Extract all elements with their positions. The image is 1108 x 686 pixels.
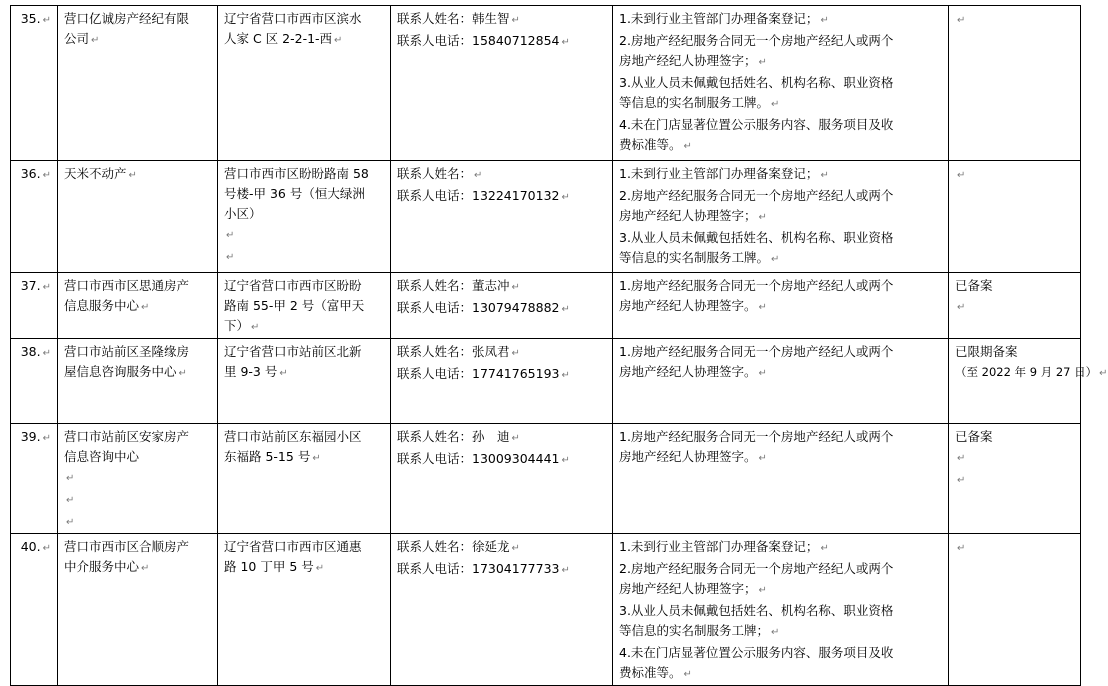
row-number: 40.	[20, 539, 41, 554]
row-number: 36.	[20, 166, 41, 181]
agency-name-line-text: 营口市站前区圣隆缘房	[64, 344, 190, 359]
issue-line	[619, 93, 942, 115]
status-line-text: （至 2022 年 9 月 27 日）	[955, 365, 1098, 379]
paragraph-mark: ↵	[957, 453, 966, 464]
issue-line-text: 等信息的实名制服务工牌。	[619, 250, 770, 265]
paragraph-mark: ↵	[957, 15, 966, 26]
status-line	[955, 469, 1074, 491]
contact-cell	[391, 339, 613, 424]
status-line	[955, 362, 1108, 384]
row-number-cell	[11, 339, 58, 424]
issue-line-text: 1.房地产经纪服务合同无一个房地产经纪人或两个	[619, 278, 894, 293]
agency-name-line	[64, 537, 211, 557]
contact-line	[397, 298, 606, 320]
agency-name-line	[64, 427, 211, 447]
paragraph-mark: ↵	[771, 99, 780, 110]
contact-line-text: 联系人电话：13009304441	[397, 451, 560, 466]
issue-line	[619, 537, 942, 559]
status-line-text: 已限期备案	[955, 344, 1018, 359]
status-line-text: 已备案	[955, 278, 993, 293]
paragraph-mark: ↵	[315, 563, 325, 574]
issue-line-text: 4.未在门店显著位置公示服务内容、服务项目及收	[619, 117, 894, 132]
contact-line	[397, 449, 606, 471]
address-line	[224, 362, 384, 384]
issue-line	[619, 427, 942, 447]
issue-line-text: 3.从业人员未佩戴包括姓名、机构名称、职业资格	[619, 603, 894, 618]
address-line	[224, 276, 384, 296]
table-row	[11, 424, 1081, 534]
paragraph-mark: ↵	[561, 192, 570, 203]
status-line	[955, 276, 1074, 296]
paragraph-mark: ↵	[91, 35, 100, 46]
table-row	[11, 339, 1081, 424]
row-number-cell	[11, 424, 58, 534]
paragraph-mark: ↵	[561, 565, 570, 576]
paragraph-mark: ↵	[42, 15, 51, 26]
status-cell	[949, 339, 1108, 424]
paragraph-mark: ↵	[561, 37, 570, 48]
issue-line	[619, 601, 942, 621]
agency-name-line	[64, 164, 211, 186]
row-number-cell	[11, 6, 58, 161]
address-line	[224, 537, 384, 557]
contact-line-text: 联系人电话：15840712854	[397, 33, 560, 48]
issue-line-text: 1.未到行业主管部门办理备案登记；	[619, 539, 819, 554]
paragraph-mark: ↵	[42, 282, 51, 293]
contact-line-text: 联系人姓名：徐延龙	[397, 539, 510, 554]
paragraph-mark: ↵	[957, 302, 966, 313]
address-line-text: 里 9-3 号	[224, 364, 278, 379]
status-cell	[949, 6, 1081, 161]
paragraph-mark: ↵	[957, 170, 966, 181]
contact-line	[397, 427, 606, 449]
paragraph-mark: ↵	[820, 543, 829, 554]
agency-name-line-text: 信息咨询中心	[64, 449, 140, 464]
issue-line-text: 4.未在门店显著位置公示服务内容、服务项目及收	[619, 645, 894, 660]
status-cell	[949, 161, 1081, 273]
issue-line-text: 房地产经纪人协理签字；	[619, 581, 757, 596]
issue-line	[619, 362, 942, 384]
issue-line	[619, 579, 942, 601]
table-row	[11, 6, 1081, 161]
contact-cell	[391, 161, 613, 273]
paragraph-mark: ↵	[226, 252, 235, 263]
row-number-cell	[11, 273, 58, 339]
address-line	[224, 447, 384, 469]
issue-line	[619, 342, 942, 362]
agency-name-line-text: 营口市西市区合顺房产	[64, 539, 190, 554]
issue-line	[619, 9, 942, 31]
issue-line	[619, 276, 942, 296]
issue-line-text: 房地产经纪人协理签字；	[619, 53, 757, 68]
table-row	[11, 534, 1081, 686]
row-number: 39.	[20, 429, 41, 444]
agency-name-line	[64, 489, 211, 511]
agency-name-line	[64, 9, 211, 29]
paragraph-mark: ↵	[474, 170, 483, 181]
contact-line-text: 联系人电话：17741765193	[397, 366, 560, 381]
paragraph-mark: ↵	[178, 368, 187, 379]
contact-line	[397, 364, 606, 386]
address-line	[224, 9, 384, 29]
issue-line-text: 房地产经纪人协理签字；	[619, 208, 757, 223]
issue-line	[619, 135, 942, 157]
paragraph-mark: ↵	[511, 433, 520, 444]
contact-line-text: 联系人姓名：张凤君	[397, 344, 510, 359]
address-line-text: 营口市西市区盼盼路南 58	[224, 166, 369, 181]
paragraph-mark: ↵	[758, 212, 767, 223]
issue-line-text: 费标准等。	[619, 665, 682, 680]
status-line	[955, 447, 1074, 469]
address-line-text: 东福路 5-15 号	[224, 449, 311, 464]
table-row	[11, 273, 1081, 339]
paragraph-mark: ↵	[758, 368, 767, 379]
contact-line	[397, 276, 606, 298]
contact-line-text: 联系人电话：17304177733	[397, 561, 560, 576]
agency-name-line	[64, 276, 211, 296]
address-cell	[218, 424, 391, 534]
paragraph-mark: ↵	[279, 368, 288, 379]
issue-line	[619, 186, 942, 206]
issue-line	[619, 51, 942, 73]
agency-name-cell	[58, 534, 218, 686]
paragraph-mark: ↵	[820, 170, 829, 181]
paragraph-mark: ↵	[561, 455, 570, 466]
agency-name-line	[64, 342, 211, 362]
contact-line-text: 联系人姓名：孙 迪	[397, 429, 510, 444]
status-line-text: 已备案	[955, 429, 993, 444]
row-number: 37.	[20, 278, 41, 293]
address-line	[224, 204, 384, 224]
address-line-text: 辽宁省营口市西市区通惠	[224, 539, 362, 554]
issue-line-text: 3.从业人员未佩戴包括姓名、机构名称、职业资格	[619, 75, 894, 90]
agency-name-line	[64, 557, 211, 579]
issue-line	[619, 206, 942, 228]
issues-cell	[613, 534, 949, 686]
paragraph-mark: ↵	[42, 433, 51, 444]
address-cell	[218, 161, 391, 273]
issue-line-text: 1.房地产经纪服务合同无一个房地产经纪人或两个	[619, 344, 894, 359]
issue-line-text: 3.从业人员未佩戴包括姓名、机构名称、职业资格	[619, 230, 894, 245]
status-cell	[949, 273, 1081, 339]
paragraph-mark: ↵	[511, 543, 520, 554]
address-line-text: 辽宁省营口市西市区盼盼	[224, 278, 362, 293]
issue-line-text: 1.未到行业主管部门办理备案登记；	[619, 166, 819, 181]
paragraph-mark: ↵	[511, 282, 520, 293]
table-row	[11, 161, 1081, 273]
address-line	[224, 246, 384, 268]
paragraph-mark: ↵	[957, 543, 966, 554]
paragraph-mark: ↵	[42, 543, 51, 554]
paragraph-mark: ↵	[226, 230, 235, 241]
address-line-text: 路 10 丁甲 5 号	[224, 559, 314, 574]
paragraph-mark: ↵	[66, 495, 75, 506]
contact-line-text: 联系人电话：13079478882	[397, 300, 560, 315]
paragraph-mark: ↵	[820, 15, 829, 26]
paragraph-mark: ↵	[561, 304, 570, 315]
paragraph-mark: ↵	[758, 302, 767, 313]
issue-line-text: 2.房地产经纪服务合同无一个房地产经纪人或两个	[619, 33, 894, 48]
agency-name-line-text: 营口亿诚房产经纪有限	[64, 11, 190, 26]
contact-line	[397, 164, 606, 186]
issue-line-text: 费标准等。	[619, 137, 682, 152]
agency-name-line-text: 信息服务中心	[64, 298, 140, 313]
issue-line-text: 房地产经纪人协理签字。	[619, 298, 757, 313]
inspection-table	[10, 5, 1108, 686]
address-line	[224, 164, 384, 184]
issue-line	[619, 621, 942, 643]
agency-name-cell	[58, 161, 218, 273]
agency-name-line-text: 营口市站前区安家房产	[64, 429, 190, 444]
status-cell	[949, 534, 1081, 686]
contact-line-text: 联系人电话：13224170132	[397, 188, 560, 203]
issue-line	[619, 164, 942, 186]
paragraph-mark: ↵	[42, 348, 51, 359]
issue-line-text: 等信息的实名制服务工牌；	[619, 623, 770, 638]
paragraph-mark: ↵	[758, 453, 767, 464]
contact-line-text: 联系人姓名：董志冲	[397, 278, 510, 293]
address-line	[224, 224, 384, 246]
paragraph-mark: ↵	[758, 57, 767, 68]
contact-cell	[391, 534, 613, 686]
contact-line	[397, 559, 606, 581]
issue-line-text: 1.房地产经纪服务合同无一个房地产经纪人或两个	[619, 429, 894, 444]
status-line	[955, 427, 1074, 447]
issue-line-text: 1.未到行业主管部门办理备案登记；	[619, 11, 819, 26]
contact-line	[397, 9, 606, 31]
issue-line	[619, 73, 942, 93]
issues-cell	[613, 161, 949, 273]
agency-name-line	[64, 447, 211, 467]
address-line-text: 营口市站前区东福园小区	[224, 429, 362, 444]
row-number-cell	[11, 534, 58, 686]
agency-name-line-text: 营口市西市区思通房产	[64, 278, 190, 293]
address-cell	[218, 273, 391, 339]
issue-line	[619, 296, 942, 318]
paragraph-mark: ↵	[251, 322, 260, 333]
issue-line	[619, 663, 942, 685]
address-line	[224, 29, 384, 51]
issue-line	[619, 115, 942, 135]
agency-name-cell	[58, 339, 218, 424]
paragraph-mark: ↵	[128, 170, 137, 181]
paragraph-mark: ↵	[334, 35, 343, 46]
paragraph-mark: ↵	[561, 370, 570, 381]
issues-cell	[613, 339, 949, 424]
paragraph-mark: ↵	[771, 254, 780, 265]
address-line-text: 下）	[224, 318, 250, 333]
paragraph-mark: ↵	[42, 170, 51, 181]
issue-line-text: 2.房地产经纪服务合同无一个房地产经纪人或两个	[619, 188, 894, 203]
contact-line-text: 联系人姓名：韩生智	[397, 11, 510, 26]
contact-line-text: 联系人姓名：	[397, 166, 473, 181]
issue-line	[619, 643, 942, 663]
issue-line	[619, 248, 942, 270]
address-line-text: 人家 C 区 2-2-1-西	[224, 31, 333, 46]
address-cell	[218, 6, 391, 161]
agency-name-line	[64, 511, 211, 533]
agency-name-cell	[58, 6, 218, 161]
status-line	[955, 537, 1074, 559]
paragraph-mark: ↵	[66, 473, 75, 484]
issues-cell	[613, 6, 949, 161]
paragraph-mark: ↵	[511, 348, 520, 359]
contact-line	[397, 537, 606, 559]
address-line	[224, 427, 384, 447]
issue-line-text: 2.房地产经纪服务合同无一个房地产经纪人或两个	[619, 561, 894, 576]
paragraph-mark: ↵	[683, 141, 692, 152]
status-cell	[949, 424, 1081, 534]
status-line	[955, 296, 1074, 318]
address-line-text: 号楼-甲 36 号（恒大绿洲	[224, 186, 365, 201]
contact-cell	[391, 6, 613, 161]
address-line-text: 辽宁省营口市站前区北新	[224, 344, 362, 359]
issue-line-text: 房地产经纪人协理签字。	[619, 449, 757, 464]
contact-cell	[391, 424, 613, 534]
address-cell	[218, 534, 391, 686]
paragraph-mark: ↵	[758, 585, 767, 596]
address-cell	[218, 339, 391, 424]
status-line	[955, 9, 1074, 31]
contact-line	[397, 342, 606, 364]
agency-name-line-text: 屋信息咨询服务中心	[64, 364, 177, 379]
issues-cell	[613, 273, 949, 339]
address-line	[224, 557, 384, 579]
address-line	[224, 184, 384, 204]
address-line	[224, 296, 384, 316]
row-number: 35.	[20, 11, 41, 26]
contact-line	[397, 31, 606, 53]
paragraph-mark: ↵	[141, 563, 150, 574]
agency-name-line	[64, 467, 211, 489]
status-line	[955, 342, 1074, 362]
contact-cell	[391, 273, 613, 339]
paragraph-mark: ↵	[312, 453, 321, 464]
address-line	[224, 342, 384, 362]
paragraph-mark: ↵	[66, 517, 75, 528]
agency-name-line	[64, 362, 211, 384]
paragraph-mark: ↵	[683, 669, 692, 680]
paragraph-mark: ↵	[957, 475, 966, 486]
contact-line	[397, 186, 606, 208]
address-line	[224, 316, 384, 338]
issue-line	[619, 447, 942, 469]
agency-name-line	[64, 29, 211, 51]
table-body	[11, 6, 1108, 686]
address-line-text: 路南 55-甲 2 号（富甲天	[224, 298, 365, 313]
paragraph-mark: ↵	[511, 15, 520, 26]
issues-cell	[613, 424, 949, 534]
agency-name-line-text: 中介服务中心	[64, 559, 140, 574]
agency-name-line-text: 天米不动产	[64, 166, 127, 181]
issue-line-text: 等信息的实名制服务工牌。	[619, 95, 770, 110]
paragraph-mark: ↵	[141, 302, 150, 313]
paragraph-mark: ↵	[1099, 368, 1108, 379]
issue-line	[619, 559, 942, 579]
row-number: 38.	[20, 344, 41, 359]
row-number-cell	[11, 161, 58, 273]
agency-name-line	[64, 296, 211, 318]
status-line	[955, 164, 1074, 186]
agency-name-cell	[58, 424, 218, 534]
issue-line	[619, 228, 942, 248]
paragraph-mark: ↵	[771, 627, 780, 638]
address-line-text: 小区）	[224, 206, 262, 221]
issue-line-text: 房地产经纪人协理签字。	[619, 364, 757, 379]
agency-name-cell	[58, 273, 218, 339]
issue-line	[619, 31, 942, 51]
address-line-text: 辽宁省营口市西市区滨水	[224, 11, 362, 26]
agency-name-line-text: 公司	[64, 31, 90, 46]
